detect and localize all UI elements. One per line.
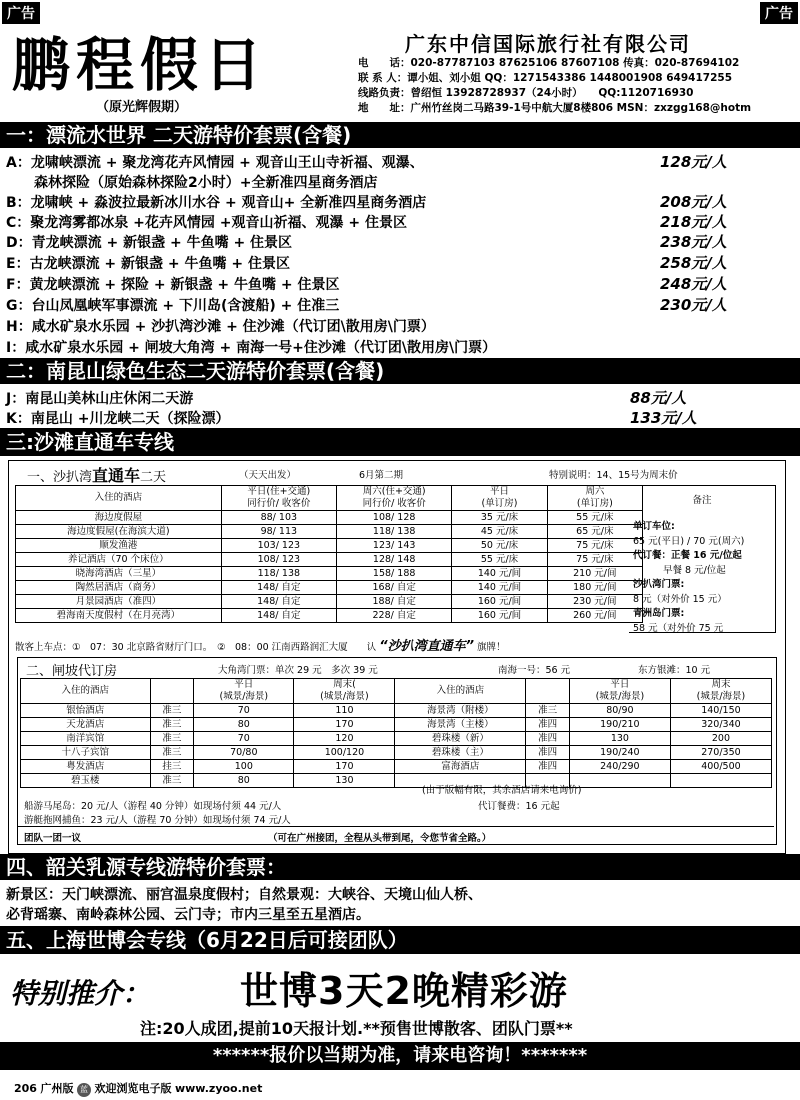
page-number: 206 — [14, 1082, 37, 1095]
zhapo-header-cell: 入住的酒店 — [395, 679, 526, 704]
shaba-issue: 6月第二期 — [359, 470, 404, 481]
zhapo-title: 二、闸坡代订房 — [26, 664, 118, 679]
shaba-cell: 128/ 148 — [337, 553, 452, 567]
zhapo-header-cell: 入住的酒店 — [21, 679, 151, 704]
shaba-remark: 沙扒湾门票: — [633, 579, 685, 590]
section2-title: 二：南昆山绿色生态二天游特价套票(含餐) — [0, 358, 800, 384]
shaba-note: 特别说明：14、15号为周末价 — [549, 470, 678, 481]
zhapo-cell: 110 — [294, 704, 395, 718]
shaba-cell: 45 元/床 — [452, 525, 547, 539]
zhapo-header-cell: 平日 (城景/海景) — [569, 679, 670, 704]
shaba-cell: 108/ 128 — [337, 511, 452, 525]
shaba-cell: 海边度假屋 — [16, 511, 222, 525]
shaba-cell: 228/ 自定 — [337, 609, 452, 623]
shaba-header-cell: 平日 (单订房) — [452, 486, 547, 511]
special-label: 特别推介： — [10, 977, 151, 1010]
shaba-cell: 210 元/间 — [547, 567, 642, 581]
zhapo-cell: 70/80 — [194, 746, 294, 760]
shaba-remark: 58 元（对外价 75 元 — [633, 622, 724, 634]
zhapo-row — [21, 746, 772, 760]
shaba-cell: 230 元/间 — [547, 595, 642, 609]
shaba-cell: 顺发渔港 — [16, 539, 222, 553]
pickup-banner: “沙扒湾直通车” — [379, 639, 474, 654]
zhapo-cell — [569, 774, 670, 788]
brand-logo: 鹏程假日 — [12, 31, 269, 99]
expo-headline: 世博3天2晚精彩游 — [240, 969, 568, 1013]
pickup-text: 散客上车点：① 07：30 北京路省财厅门口。 ② 08：00 江南西路润汇大厦 认 — [15, 642, 377, 653]
ad-tag-right: 广告 — [760, 2, 798, 24]
zhapo-cell: 准三 — [150, 746, 194, 760]
section3-panel — [8, 460, 786, 854]
brand-subtitle: （原光辉假期） — [96, 100, 188, 115]
package-line: A：龙啸峡漂流 + 聚龙湾花卉风情园 + 观音山王山寺祈福、观瀑、 — [6, 155, 424, 171]
zhapo-group: 团队一团一议 — [24, 833, 82, 844]
shaba-cell: 103/ 123 — [221, 539, 336, 553]
zhi-icon: 蓝 — [77, 1083, 91, 1097]
ad-tag-left: 广告 — [2, 2, 40, 24]
shaba-remark: 65 元(平日) / 70 元(周六) — [633, 535, 745, 547]
zhapo-cell: 80 — [194, 774, 294, 788]
package-price: 248元/人 — [660, 275, 727, 293]
section5-title: 五、上海世博会专线（6月22日后可接团队） — [0, 926, 800, 954]
shaba-cell: 140 元/间 — [452, 581, 547, 595]
package-line: B：龙啸峡 + 淼波拉最新冰川水谷 + 观音山+ 全新准四星商务酒店 — [6, 195, 427, 211]
shaba-remark: 代订餐：正餐 16 元/位起 — [633, 550, 742, 561]
shaba-cell: 55 元/床 — [452, 553, 547, 567]
zhapo-cell: 准四 — [526, 718, 570, 732]
zhapo-cell: 富海酒店 — [395, 760, 526, 774]
shaba-cell: 35 元/床 — [452, 511, 547, 525]
zhapo-cell: 准三 — [150, 704, 194, 718]
package-price: 128元/人 — [660, 153, 727, 171]
edition: 广州版 — [40, 1082, 74, 1095]
package-price: 208元/人 — [660, 193, 727, 211]
zhapo-row — [21, 732, 772, 746]
shaba-cell: 陶然居酒店（商务） — [16, 581, 222, 595]
shaba-cell: 168/ 自定 — [337, 581, 452, 595]
shaba-row — [16, 511, 643, 525]
shaba-cell: 75 元/床 — [547, 539, 642, 553]
zhapo-row — [21, 774, 772, 788]
zhapo-header-cell: 周末( (城景/海景) — [294, 679, 395, 704]
zhapo-cell: 240/290 — [569, 760, 670, 774]
zhapo-cell: 100/120 — [294, 746, 395, 760]
package-line: E：古龙峡漂流 + 新银盏 + 牛鱼嘴 + 住景区 — [6, 256, 290, 272]
zhapo-cell: 海景湾（附楼） — [395, 704, 526, 718]
footer-url[interactable]: www.zyoo.net — [174, 1082, 263, 1095]
shaba-row — [16, 595, 643, 609]
zhapo-cell: 140/150 — [670, 704, 771, 718]
shaba-cell: 养记酒店（70 个床位） — [16, 553, 222, 567]
zhapo-group-note: （可在广州接团，全程从头带到尾，令您节省全路。） — [268, 833, 492, 844]
footer-info — [14, 1080, 262, 1097]
section4-title: 四、韶关乳源专线游特价套票： — [0, 854, 800, 880]
zhapo-cell: 银怡酒店 — [21, 704, 151, 718]
shaba-remark: 早餐 8 元/位起 — [663, 564, 726, 576]
shaba-cell: 88/ 103 — [221, 511, 336, 525]
zhapo-row — [21, 704, 772, 718]
zhapo-ticket-nanhai: 南海一号：56 元 — [498, 665, 571, 676]
shaba-remark: 青洲岛门票: — [633, 608, 685, 619]
zhapo-ticket-yintan: 东方银滩：10 元 — [638, 665, 711, 676]
package-price: 230元/人 — [660, 296, 727, 314]
shaba-cell: 148/ 自定 — [221, 595, 336, 609]
zhapo-cell — [670, 774, 771, 788]
package-price: 258元/人 — [660, 254, 727, 272]
package-line: C：聚龙湾雾都冰泉 +花卉风情园 +观音山祈福、观瀑 + 住景区 — [6, 215, 407, 231]
package-line: D：青龙峡漂流 + 新银盏 + 牛鱼嘴 + 住景区 — [6, 235, 293, 251]
shaba-header-cell: 周六(住+交通) 同行价/ 收客价 — [337, 486, 452, 511]
shaba-row — [16, 539, 643, 553]
shaba-cell: 碧海南天度假村（在月亮湾） — [16, 609, 222, 623]
shaba-cell: 140 元/间 — [452, 567, 547, 581]
package-line: 森林探险（原始森林探险2小时）+全新准四星商务酒店 — [6, 175, 378, 191]
shaba-title-c: 二天 — [140, 470, 167, 485]
welcome-text: 欢迎浏览电子版 — [94, 1082, 172, 1095]
zhapo-header-cell — [526, 679, 570, 704]
package-price: 88元/人 — [630, 389, 687, 407]
zhapo-cell: 120 — [294, 732, 395, 746]
zhapo-cell: 400/500 — [670, 760, 771, 774]
shaba-cell: 160 元/间 — [452, 595, 547, 609]
zhapo-cell: 190/210 — [569, 718, 670, 732]
shaba-title-b: 直通车 — [92, 466, 141, 485]
shaba-cell: 118/ 138 — [221, 567, 336, 581]
shaba-table — [15, 485, 643, 623]
zhapo-cell: 130 — [294, 774, 395, 788]
company-name: 广东中信国际旅行社有限公司 — [405, 32, 691, 56]
zhapo-cell: 190/240 — [569, 746, 670, 760]
package-line: H：咸水矿泉水乐园 + 沙扒湾沙滩 + 住沙滩（代订团\散用房\门票） — [6, 319, 435, 335]
zhapo-cell: 碧珠楼（主） — [395, 746, 526, 760]
shaba-row — [16, 553, 643, 567]
shaba-title — [27, 463, 166, 486]
zhapo-cell: 80/90 — [569, 704, 670, 718]
shaba-cell: 晓海湾酒店（三星） — [16, 567, 222, 581]
shaba-cell: 75 元/床 — [547, 553, 642, 567]
zhapo-cell: 准四 — [526, 746, 570, 760]
section3-title: 三:沙滩直通车专线 — [0, 428, 800, 456]
shaba-cell: 180 元/间 — [547, 581, 642, 595]
contact-phone: 电 话：020-87787103 87625106 87607108 传真：020-87694102 — [358, 57, 740, 69]
shaba-header-cell: 平日(住+交通) 同行价/ 收客价 — [221, 486, 336, 511]
zhapo-panel — [17, 657, 777, 845]
package-price: 238元/人 — [660, 233, 727, 251]
zhapo-ticket-dajiaowan: 大角湾门票：单次 29 元 多次 39 元 — [218, 665, 378, 676]
expo-note: 注:20人成团,提前10天报计划.**预售世博散客、团队门票** — [140, 1019, 573, 1038]
shaba-header-cell: 周六 (单订房) — [547, 486, 642, 511]
shaba-header-row — [16, 486, 643, 511]
shaba-cell: 123/ 143 — [337, 539, 452, 553]
zhapo-cell: 粤发酒店 — [21, 760, 151, 774]
shaba-cell: 158/ 188 — [337, 567, 452, 581]
zhapo-meal: 代订餐费：16 元起 — [478, 801, 560, 812]
zhapo-cell: 十八子宾馆 — [21, 746, 151, 760]
shaba-cell: 108/ 123 — [221, 553, 336, 567]
shaba-cell: 海边度假屋(在海滨大道) — [16, 525, 222, 539]
zhapo-cell: 挂三 — [150, 760, 194, 774]
package-line: I：咸水矿泉水乐园 + 闸坡大角湾 + 南海一号+住沙滩（代订团\散用房\门票） — [6, 340, 497, 356]
shaba-remark-header: 备注 — [692, 495, 712, 506]
zhapo-cell: 100 — [194, 760, 294, 774]
zhapo-cell: 200 — [670, 732, 771, 746]
shaba-cell: 55 元/床 — [547, 511, 642, 525]
shaba-row — [16, 581, 643, 595]
zhapo-table — [20, 678, 772, 788]
shaba-cell: 50 元/床 — [452, 539, 547, 553]
shaba-cell: 65 元/床 — [547, 525, 642, 539]
contact-block — [358, 56, 798, 116]
zhapo-cell: 碧玉楼 — [21, 774, 151, 788]
shaba-title-a: 一、沙扒湾 — [27, 470, 93, 485]
shaba-cell: 148/ 自定 — [221, 581, 336, 595]
section4-line1: 新景区：天门峡漂流、丽宫温泉度假村；自然景观：大峡谷、天境山仙人桥、 — [6, 887, 482, 903]
zhapo-cell: 准四 — [526, 760, 570, 774]
zhapo-cell: 海景湾（主楼） — [395, 718, 526, 732]
zhapo-cell: 80 — [194, 718, 294, 732]
zhapo-cell: 南洋宾馆 — [21, 732, 151, 746]
zhapo-cell: 碧珠楼（新） — [395, 732, 526, 746]
package-price: 218元/人 — [660, 213, 727, 231]
zhapo-cell: 准三 — [150, 774, 194, 788]
shaba-cell: 188/ 自定 — [337, 595, 452, 609]
zhapo-cell: 70 — [194, 732, 294, 746]
zhapo-cell: 准三 — [150, 732, 194, 746]
shaba-cell: 148/ 自定 — [221, 609, 336, 623]
contact-person: 联 系 人：谭小姐、刘小姐 QQ：1271543386 1448001908 649417255 — [358, 72, 733, 84]
package-line: G：台山凤凰峡军事漂流 + 下川岛(含渡船) + 住准三 — [6, 298, 340, 314]
zhapo-divider — [18, 826, 774, 827]
zhapo-cell: 130 — [569, 732, 670, 746]
package-line: K：南昆山 +川龙峡二天（探险漂） — [6, 411, 230, 427]
zhapo-cell: 准三 — [526, 704, 570, 718]
package-line: J：南昆山美林山庄休闲二天游 — [6, 391, 194, 407]
zhapo-header-cell: 周末 (城景/海景) — [670, 679, 771, 704]
zhapo-cell: 170 — [294, 718, 395, 732]
shaba-cell: 98/ 113 — [221, 525, 336, 539]
shaba-cell: 月景园酒店（准四） — [16, 595, 222, 609]
shaba-daily: （天天出发） — [239, 470, 297, 481]
zhapo-cell: 270/350 — [670, 746, 771, 760]
shaba-cell: 118/ 138 — [337, 525, 452, 539]
package-line: F：黄龙峡漂流 + 探险 + 新银盏 + 牛鱼嘴 + 住景区 — [6, 277, 340, 293]
shaba-row — [16, 567, 643, 581]
zhapo-boat1: 船游马尾岛：20 元/人（游程 40 分钟）如现场付须 44 元/人 — [24, 801, 282, 812]
zhapo-cell: 准三 — [150, 718, 194, 732]
package-price: 133元/人 — [630, 409, 697, 427]
shaba-cell: 260 元/间 — [547, 609, 642, 623]
shaba-remark: 单订车位: — [633, 521, 675, 532]
shaba-header-cell: 入住的酒店 — [16, 486, 222, 511]
shaba-remarks — [629, 485, 776, 633]
zhapo-cell: 70 — [194, 704, 294, 718]
pickup-tail: 旗牌！ — [477, 642, 506, 653]
zhapo-cell: 天龙酒店 — [21, 718, 151, 732]
section4-line2: 必背瑶寨、南岭森林公园、云门寺；市内三星至五星酒店。 — [6, 907, 370, 923]
contact-address: 地 址：广州竹丝岗二马路39-1号中航大厦8楼806 MSN：zxzgg168@hotm — [358, 102, 752, 114]
zhapo-boat2: 游艇拖网捕鱼：23 元/人（游程 70 分钟）如现场付须 74 元/人 — [24, 815, 291, 826]
shaba-remark: 8 元（对外价 15 元） — [633, 593, 727, 605]
section1-title: 一：漂流水世界 二天游特价套票(含餐) — [0, 122, 800, 148]
shaba-cell: 160 元/间 — [452, 609, 547, 623]
zhapo-header-cell — [150, 679, 194, 704]
zhapo-cell: 准四 — [526, 732, 570, 746]
footer-banner: ******报价以当期为准，请来电咨询！******* — [0, 1042, 800, 1070]
contact-manager: 线路负责：曾绍恒 13928728937（24小时） QQ:1120716930 — [358, 87, 694, 99]
zhapo-note: (由于版幅有限，其余酒店请来电询价) — [422, 785, 582, 796]
zhapo-row — [21, 718, 772, 732]
zhapo-header-row — [21, 679, 772, 704]
zhapo-cell: 170 — [294, 760, 395, 774]
zhapo-row — [21, 760, 772, 774]
zhapo-header-cell: 平日 (城景/海景) — [194, 679, 294, 704]
shaba-row — [16, 525, 643, 539]
shaba-pickup — [15, 635, 506, 654]
shaba-row — [16, 609, 643, 623]
zhapo-cell: 320/340 — [670, 718, 771, 732]
